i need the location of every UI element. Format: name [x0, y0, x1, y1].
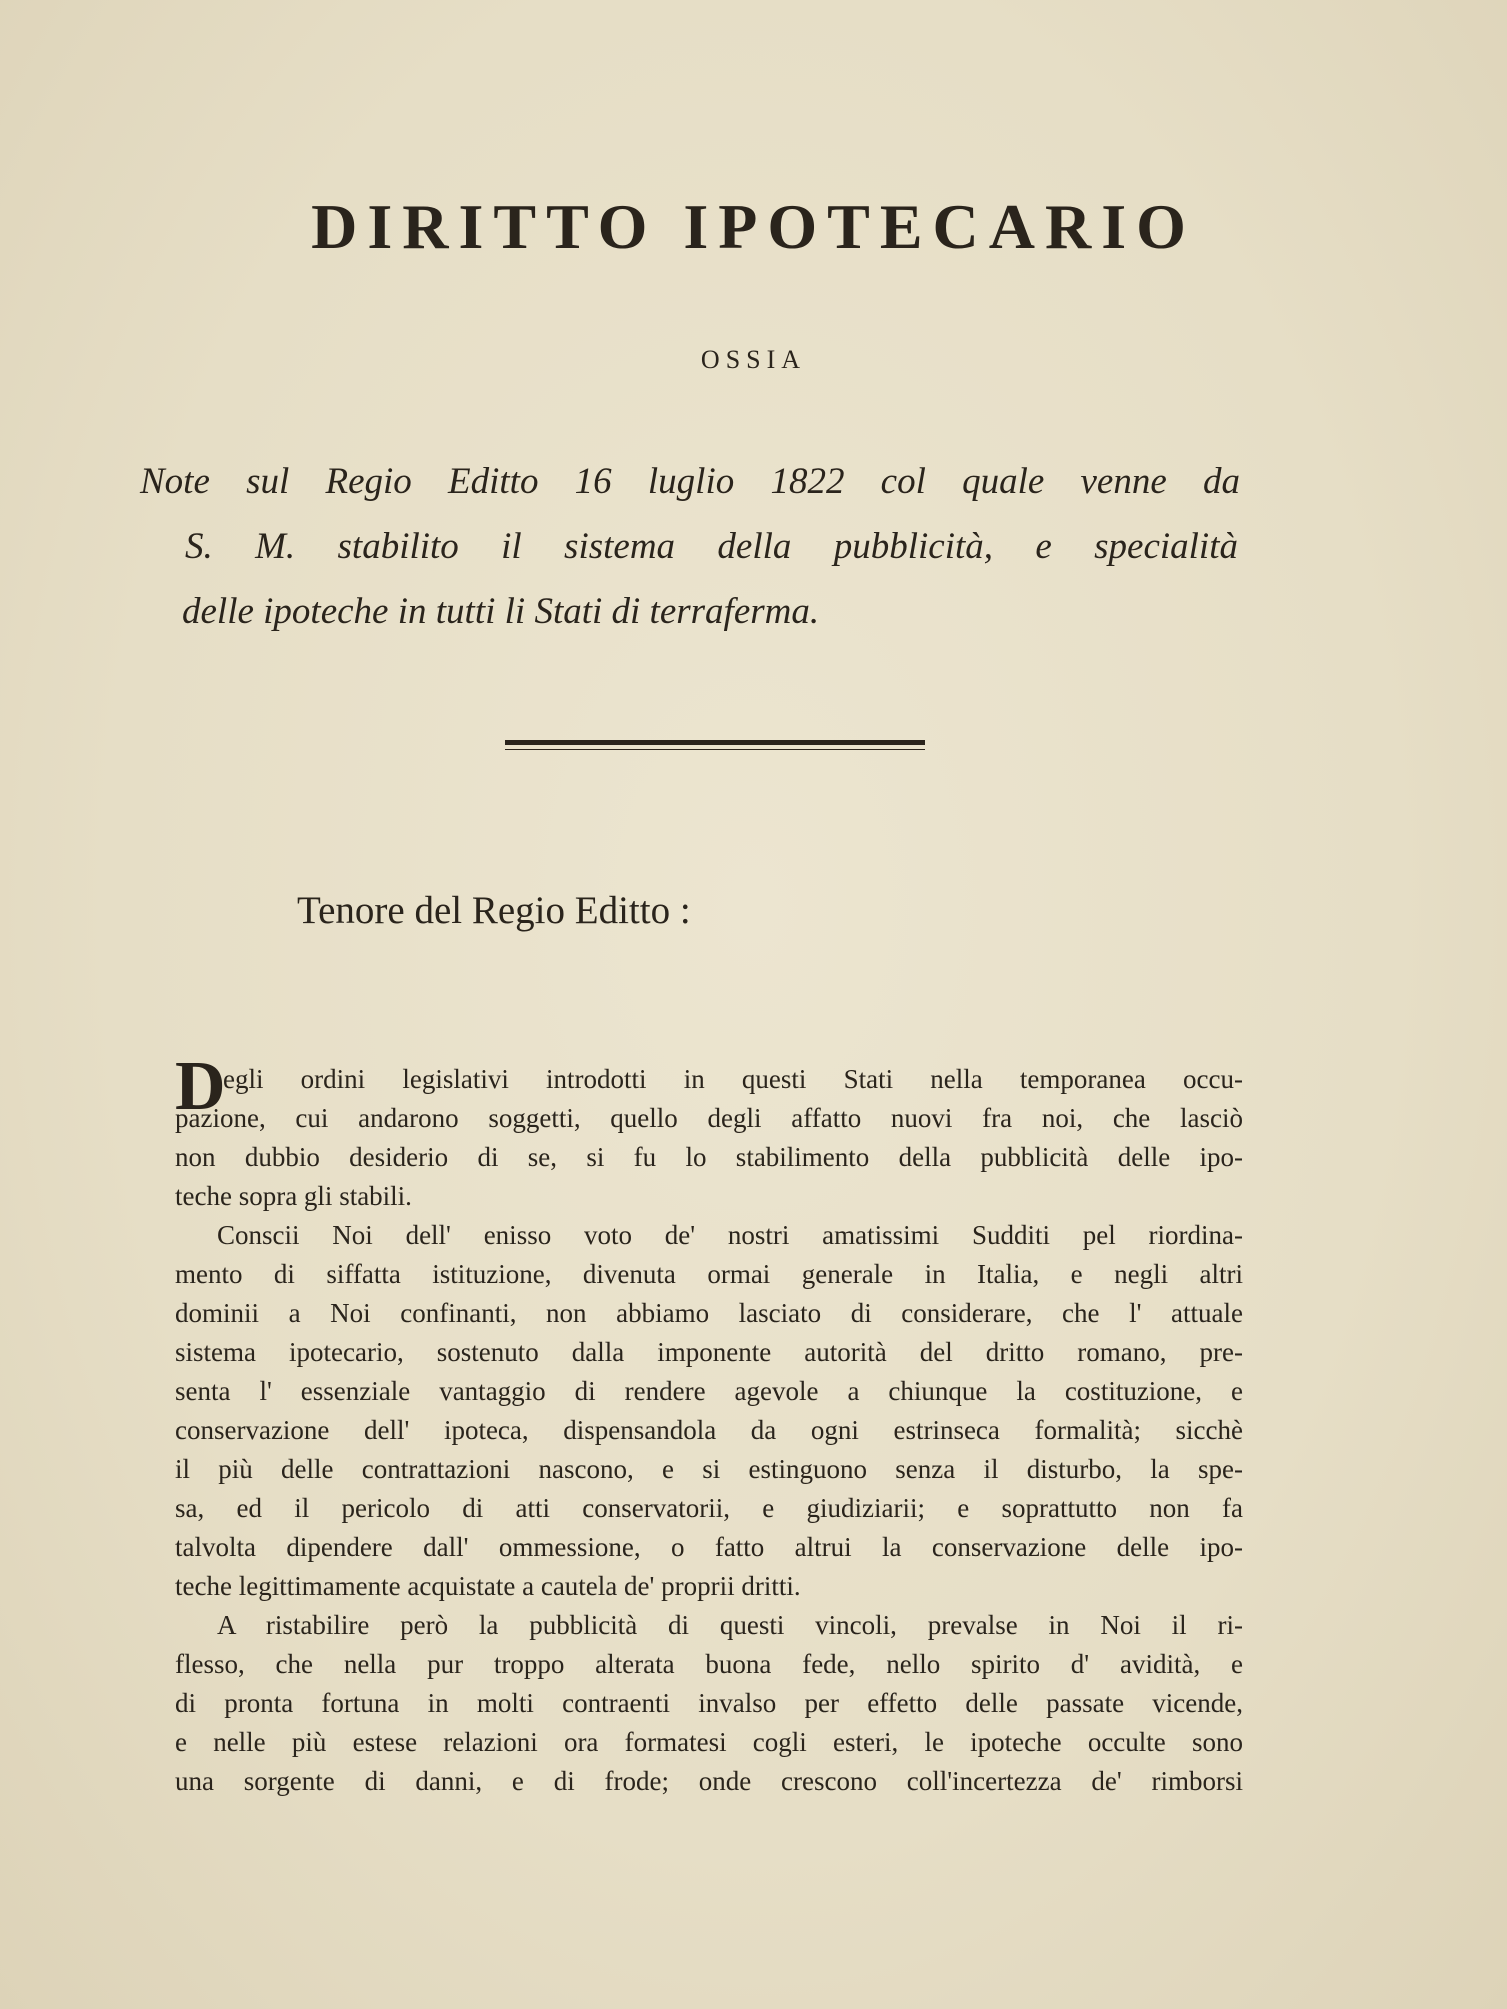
body-line: talvolta dipendere dall' ommessione, o fatto altrui la conservazione delle ipo-	[175, 1532, 1243, 1562]
body-line: conservazione dell' ipoteca, dispensandola da ogni estrinseca formalità; sicchè	[175, 1415, 1243, 1445]
body-line: dominii a Noi confinanti, non abbiamo lasciato di considerare, che l' attuale	[175, 1298, 1243, 1328]
body-line: di pronta fortuna in molti contraenti invalso per effetto delle passate vicende,	[175, 1688, 1243, 1718]
subtitle-line: delle ipoteche in tutti li Stati di terraferma.	[182, 591, 820, 632]
body-line: e nelle più estese relazioni ora formatesi cogli esteri, le ipoteche occulte sono	[175, 1727, 1243, 1757]
drop-cap: D	[175, 1048, 226, 1125]
section-heading: Tenore del Regio Editto :	[297, 889, 691, 932]
ossia-label: OSSIA	[700, 345, 807, 374]
body-line: A ristabilire però la pubblicità di questi vincoli, prevalse in Noi il ri-	[217, 1610, 1243, 1640]
subtitle-line: Note sul Regio Editto 16 luglio 1822 col quale venne da	[140, 461, 1240, 502]
divider-rule-thin	[505, 749, 925, 750]
body-line: flesso, che nella pur troppo alterata buona fede, nello spirito d' avidità, e	[175, 1649, 1243, 1679]
body-line: mento di siffatta istituzione, divenuta ormai generale in Italia, e negli altri	[175, 1259, 1243, 1289]
body-line: non dubbio desiderio di se, si fu lo stabilimento della pubblicità delle ipo-	[175, 1142, 1243, 1172]
body-line: il più delle contrattazioni nascono, e si estinguono senza il disturbo, la spe-	[175, 1454, 1243, 1484]
body-line: sa, ed il pericolo di atti conservatorii, e giudiziarii; e soprattutto non fa	[175, 1493, 1243, 1523]
body-line: sistema ipotecario, sostenuto dalla imponente autorità del dritto romano, pre-	[175, 1337, 1243, 1367]
subtitle-line: S. M. stabilito il sistema della pubblicità, e specialità	[185, 526, 1238, 567]
body-line: una sorgente di danni, e di frode; onde crescono coll'incertezza de' rimborsi	[175, 1766, 1243, 1796]
body-line: teche sopra gli stabili.	[175, 1181, 412, 1211]
body-line: senta l' essenziale vantaggio di rendere agevole a chiunque la costituzione, e	[175, 1376, 1243, 1406]
body-line: egli ordini legislativi introdotti in questi Stati nella temporanea occu-	[223, 1064, 1243, 1094]
body-line: Conscii Noi dell' enisso voto de' nostri amatissimi Sudditi pel riordina-	[217, 1220, 1243, 1250]
body-text	[175, 1048, 1243, 1801]
body-line: pazione, cui andarono soggetti, quello degli affatto nuovi fra noi, che lasciò	[175, 1103, 1243, 1133]
page-title: DIRITTO IPOTECARIO	[311, 191, 1196, 262]
body-line: teche legittimamente acquistate a cautela de' proprii dritti.	[175, 1571, 801, 1601]
divider-rule	[505, 740, 925, 745]
